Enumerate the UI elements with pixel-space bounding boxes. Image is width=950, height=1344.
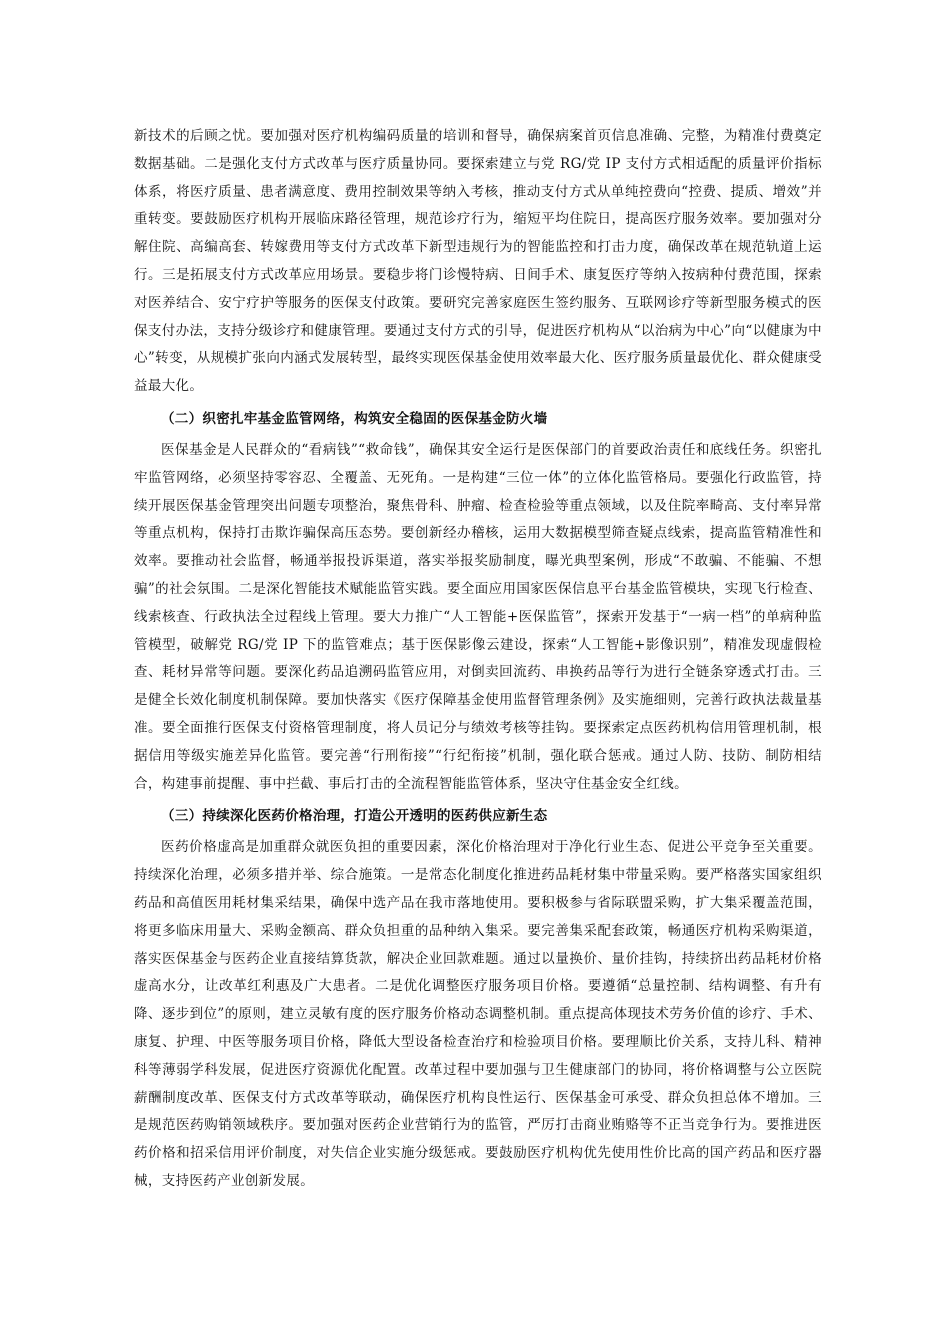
paragraph-price-governance: 医药价格虚高是加重群众就医负担的重要因素，深化价格治理对于净化行业生态、促进公平竞争至关重要。持续深化治理，必须多措并举、综合施策。一是常态化制度化推进药品耗材集中带量采购。要严格落实国家组织药品和高值医用耗材集采结果，确保中选产品在我市落地使用。要积极参与省际联盟采购，扩大集采覆盖范围，将更多临床用量大、采购金额高、群众负担重的品种纳入集采。要完善集采配套政策，畅通医疗机构采购渠道，落实医保基金与医药企业直接结算货款，解决企业回款难题。通过以量换价、量价挂钩，持续挤出药品耗材价格虚高水分，让改革红利惠及广大患者。二是优化调整医疗服务项目价格。要遵循“总量控制、结构调整、有升有降、逐步到位”的原则，建立灵敏有度的医疗服务价格动态调整机制。重点提高体现技术劳务价值的诊疗、手术、康复、护理、中医等服务项目价格，降低大型设备检查治疗和检验项目价格。要理顺比价关系，支持儿科、精神科等薄弱学科发展，促进医疗资源优化配置。改革过程中要加强与卫生健康部门的协同，将价格调整与公立医院薪酬制度改革、医保支付方式改革等联动，确保医疗机构良性运行、医保基金可承受、群众负担总体不增加。三是规范医药购销领域秩序。要加强对医药企业营销行为的监管，严厉打击商业贿赂等不正当竞争行为。要推进医药价格和招采信用评价制度，对失信企业实施分级惩戒。要鼓励医疗机构优先使用性价比高的国产药品和医疗器械，支持医药产业创新发展。: [134, 839, 822, 1189]
section-heading-fund-supervision: （二）织密扎牢基金监管网络，构筑安全稳固的医保基金防火墙: [161, 410, 548, 427]
section-heading-price-governance: （三）持续深化医药价格治理，打造公开透明的医药供应新生态: [161, 808, 548, 825]
paragraph-payment-reform: 新技术的后顾之忧。要加强对医疗机构编码质量的培训和督导，确保病案首页信息准确、完整，为精准付费奠定数据基础。二是强化支付方式改革与医疗质量协同。要探索建立与党 RG/党 IP 支付方式相适配的质量评价指标体系，将医疗质量、患者满意度、费用控制效果等纳入考核，推动支付方式从单纯控费向“控费、提质、增效”并重转变。要鼓励医疗机构开展临床路径管理，规范诊疗行为，缩短平均住院日，提高医疗服务效率。要加强对分解住院、高编高套、转嫁费用等支付方式改革下新型违规行为的智能监控和打击力度，确保改革在规范轨道上运行。三是拓展支付方式改革应用场景。要稳步将门诊慢特病、日间手术、康复医疗等纳入按病种付费范围，探索对医养结合、安宁疗护等服务的医保支付政策。要研究完善家庭医生签约服务、互联网诊疗等新型服务模式的医保支付办法，支持分级诊疗和健康管理。要通过支付方式的引导，促进医疗机构从“以治病为中心”向“以健康为中心”转变，从规模扩张向内涵式发展转型，最终实现医保基金使用效率最大化、医疗服务质量最优化、群众健康受益最大化。: [134, 128, 822, 395]
paragraph-fund-supervision: 医保基金是人民群众的“看病钱”“救命钱”，确保其安全运行是医保部门的首要政治责任和底线任务。织密扎牢监管网络，必须坚持零容忍、全覆盖、无死角。一是构建“三位一体”的立体化监管格局。要强化行政监管，持续开展医保基金管理突出问题专项整治，聚焦骨科、肿瘤、检查检验等重点领域，以及住院率畸高、支付率异常等重点机构，保持打击欺诈骗保高压态势。要创新经办稽核，运用大数据模型筛查疑点线索，提高监管精准性和效率。要推动社会监督，畅通举报投诉渠道，落实举报奖励制度，曝光典型案例，形成“不敢骗、不能骗、不想骗”的社会氛围。二是深化智能技术赋能监管实践。要全面应用国家医保信息平台基金监管模块，实现飞行检查、线索核查、行政执法全过程线上管理。要大力推广“人工智能+医保监管”，探索开发基于“一病一档”的单病种监管模型，破解党 RG/党 IP 下的监管难点；基于医保影像云建设，探索“人工智能+影像识别”，精准发现虚假检查、耗材异常等问题。要深化药品追溯码监管应用，对倒卖回流药、串换药品等行为进行全链条穿透式打击。三是健全长效化制度机制保障。要加快落实《医疗保障基金使用监督管理条例》及实施细则，完善行政执法裁量基准。要全面推行医保支付资格管理制度，将人员记分与绩效考核等挂钩。要探索定点医药机构信用管理机制，根据信用等级实施差异化监管。要完善“行刑衔接”“行纪衔接”机制，强化联合惩戒。通过人防、技防、制防相结合，构建事前提醒、事中拦截、事后打击的全流程智能监管体系，坚决守住基金安全红线。: [134, 441, 822, 792]
document-body: [134, 123, 822, 1196]
